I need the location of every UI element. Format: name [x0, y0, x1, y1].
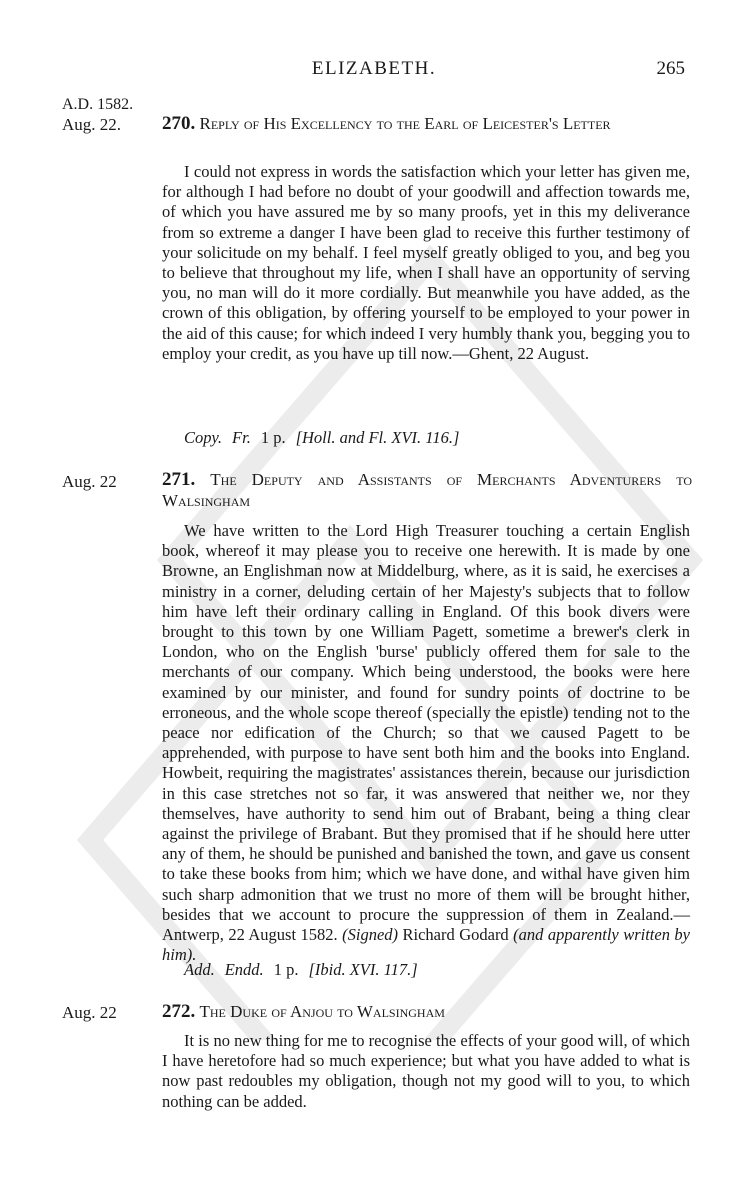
entry-271-heading-block — [162, 469, 692, 511]
running-title: ELIZABETH. — [311, 58, 437, 79]
entry-272-heading: The Duke of Anjou to Walsingham — [199, 1002, 445, 1021]
year-marginal-note — [62, 96, 133, 114]
entry-270-source-ref: [Holl. and Fl. XVI. 116.] — [295, 428, 460, 447]
entry-270-source-pages: 1 p. — [260, 428, 286, 447]
entry-272-heading-block — [162, 1001, 692, 1022]
entry-271-source-pages: 1 p. — [273, 960, 299, 979]
entry-270-source-kind: Copy. — [184, 428, 223, 447]
entry-272-text: It is no new thing for me to recognise the effects of your good will, of which I have heretofore had so much experience; but what you have added to what is now past redoubles my obligation, though not my good will to you, to which nothing can be added. — [162, 1031, 690, 1111]
entry-271-source-ref: [Ibid. XVI. 117.] — [308, 960, 418, 979]
entry-270-source — [184, 428, 690, 448]
entry-271-number: 271. — [162, 469, 196, 490]
year-prefix: A.D. — [62, 96, 94, 113]
entry-271-source — [184, 960, 690, 980]
entry-270-source-lang: Fr. — [232, 428, 251, 447]
entry-272-number: 272. — [162, 1001, 196, 1022]
entry-271-heading: The Deputy and Assistants of Merchants Adventurers to Walsingham — [162, 470, 692, 510]
entry-271-text-main: We have written to the Lord High Treasurer touching a certain English book, whereof it may please you to receive one herewith. It is made by one Browne, an Englishman now at Middelburg, where, as it is said, he exercises a ministry in a corner, deluding certain of her Majesty's subjects that to follow him have left their ordinary calling in England. Of this book divers were brought to this town by one William Pagett, sometime a brewer's clerk in London, who on the English 'burse' publicly offered them for sale to the merchants of our company. Which being understood, the books were here examined by our minister, and found for sundry points of doctrine to be erroneous, and the whole scope thereof (specially the epistle) tending not to the peace nor edification of the Church; so that we caused Pagett to be apprehended, with purpose to have sent both him and the books into England. Howbeit, requiring the magistrates' assistances therein, because our jurisdiction in this case stretches not so far, it was answered that neither we, nor they themselves, have authority to send him out of Brabant, being a thing clear against the privilege of Brabant. But they promised that if he should here utter any of them, he should be punished and banished the town, and gave us consent to take these books from him; which we have done, and withal have given him such sharp admonition that we trust no more of them will be brought hither, besides that we account to procure the suppression of them in Zealand.—Antwerp, 22 August 1582. — [162, 521, 690, 945]
entry-270-text: I could not express in words the satisfaction which your letter has given me, for although I had before no doubt of your goodwill and affection towards me, of which you have assured me by so many proofs, yet in this my deliverance from so extreme a danger I have been glad to receive this further testimony of your solicitude on my behalf. I feel myself greatly obliged to you, and beg you to believe that throughout my life, when I shall have an opportunity of serving you, no man will do it more cordially. But meanwhile you have added, as the crown of this obligation, by offering yourself to be employed to your power in the aid of this cause; for which indeed I very humbly thank you, begging you to employ your credit, as you have up till now.—Ghent, 22 August. — [162, 162, 690, 363]
entry-271-source-kind: Add. — [184, 960, 215, 979]
entry-270-heading-block — [162, 113, 692, 134]
entry-271-text — [162, 521, 690, 965]
entry-271-signed-label: (Signed) — [342, 925, 399, 945]
page-number: 265 — [656, 58, 685, 79]
entry-271-signed-note: (and apparently written by him). — [162, 925, 691, 965]
entry-271-date: Aug. 22 — [62, 472, 117, 491]
entry-271-source-lang: Endd. — [224, 960, 264, 979]
entry-270-date: Aug. 22. — [62, 115, 122, 134]
running-head — [0, 58, 748, 84]
year-value: 1582. — [97, 96, 134, 113]
entry-271-signer: Richard Godard — [402, 925, 509, 945]
entry-270-heading: Reply of His Excellency to the Earl of Leicester's Letter — [199, 114, 611, 133]
entry-270-number: 270. — [162, 113, 196, 134]
entry-272-date: Aug. 22 — [62, 1003, 117, 1022]
